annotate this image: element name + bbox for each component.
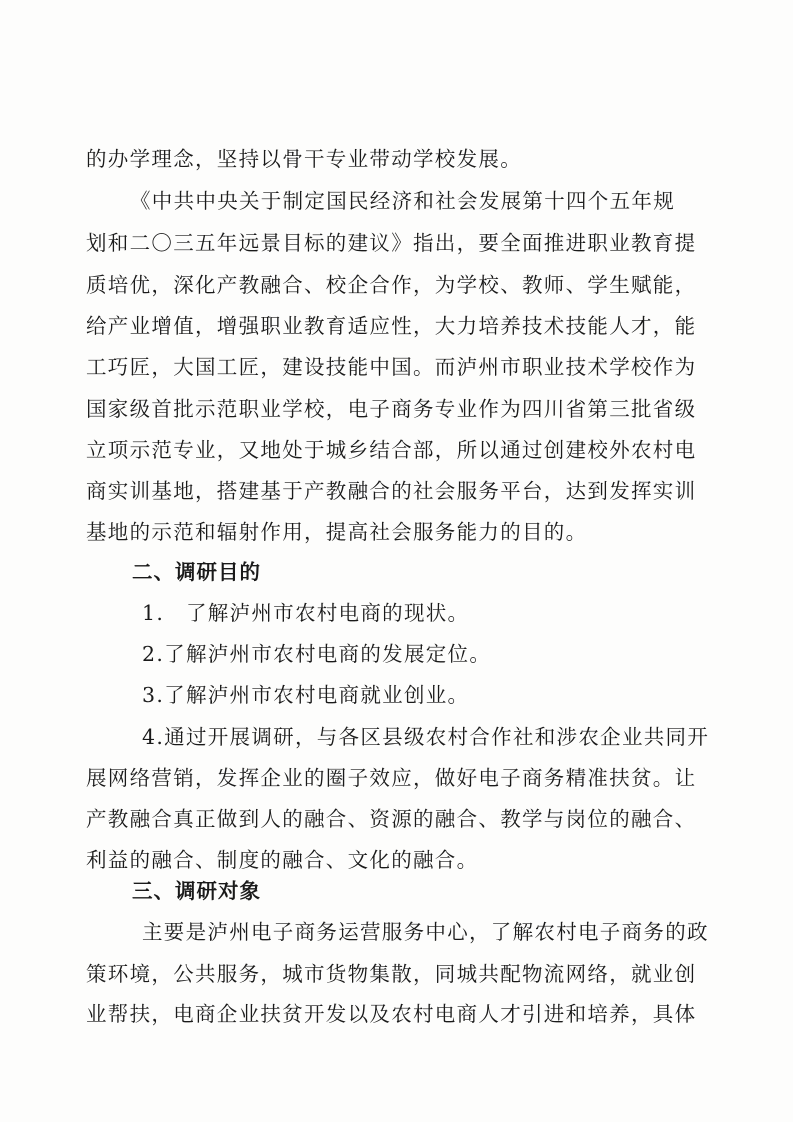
paragraph-line: 的办学理念，坚持以骨干专业带动学校发展。 [86, 147, 522, 171]
paragraph-line: 产教融合真正做到人的融合、资源的融合、教学与岗位的融合、 [86, 807, 697, 831]
paragraph-line: 策环境，公共服务，城市货物集散，同城共配物流网络，就业创 [86, 962, 697, 986]
paragraph-line: 《中共中央关于制定国民经济和社会发展第十四个五年规 [130, 189, 675, 213]
paragraph-line: 主要是泸州电子商务运营服务中心，了解农村电子商务的政 [142, 920, 709, 944]
paragraph-line: 国家级首批示范职业学校，电子商务专业作为四川省第三批省级 [86, 397, 697, 421]
paragraph-line: 基地的示范和辐射作用，提高社会服务能力的目的。 [86, 520, 588, 544]
list-item: 2.了解泸州市农村电商的发展定位。 [142, 642, 492, 666]
paragraph-line: 立项示范专业，又地处于城乡结合部，所以通过创建校外农村电 [86, 438, 697, 462]
section-heading-purpose: 二、调研目的 [132, 560, 261, 584]
paragraph-line: 划和二〇三五年远景目标的建议》指出，要全面推进职业教育提 [86, 231, 697, 255]
paragraph-line: 展网络营销，发挥企业的圈子效应，做好电子商务精准扶贫。让 [86, 766, 697, 790]
paragraph-line: 质培优，深化产教融合、校企合作，为学校、教师、学生赋能， [86, 273, 697, 297]
section-heading-targets: 三、调研对象 [132, 879, 261, 903]
list-item: 1. 了解泸州市农村电商的现状。 [142, 601, 470, 625]
paragraph-line: 业帮扶，电商企业扶贫开发以及农村电商人才引进和培养，具体 [86, 1002, 697, 1026]
paragraph-line: 商实训基地，搭建基于产教融合的社会服务平台，达到发挥实训 [86, 479, 697, 503]
list-item: 3.了解泸州市农村电商就业创业。 [142, 683, 470, 707]
paragraph-line: 利益的融合、制度的融合、文化的融合。 [86, 848, 479, 872]
paragraph-line: 工巧匠，大国工匠，建设技能中国。而泸州市职业技术学校作为 [86, 355, 697, 379]
list-item: 4.通过开展调研，与各区县级农村合作社和涉农企业共同开 [142, 725, 710, 749]
paragraph-line: 给产业增值，增强职业教育适应性，大力培养技术技能人才，能 [86, 314, 697, 338]
